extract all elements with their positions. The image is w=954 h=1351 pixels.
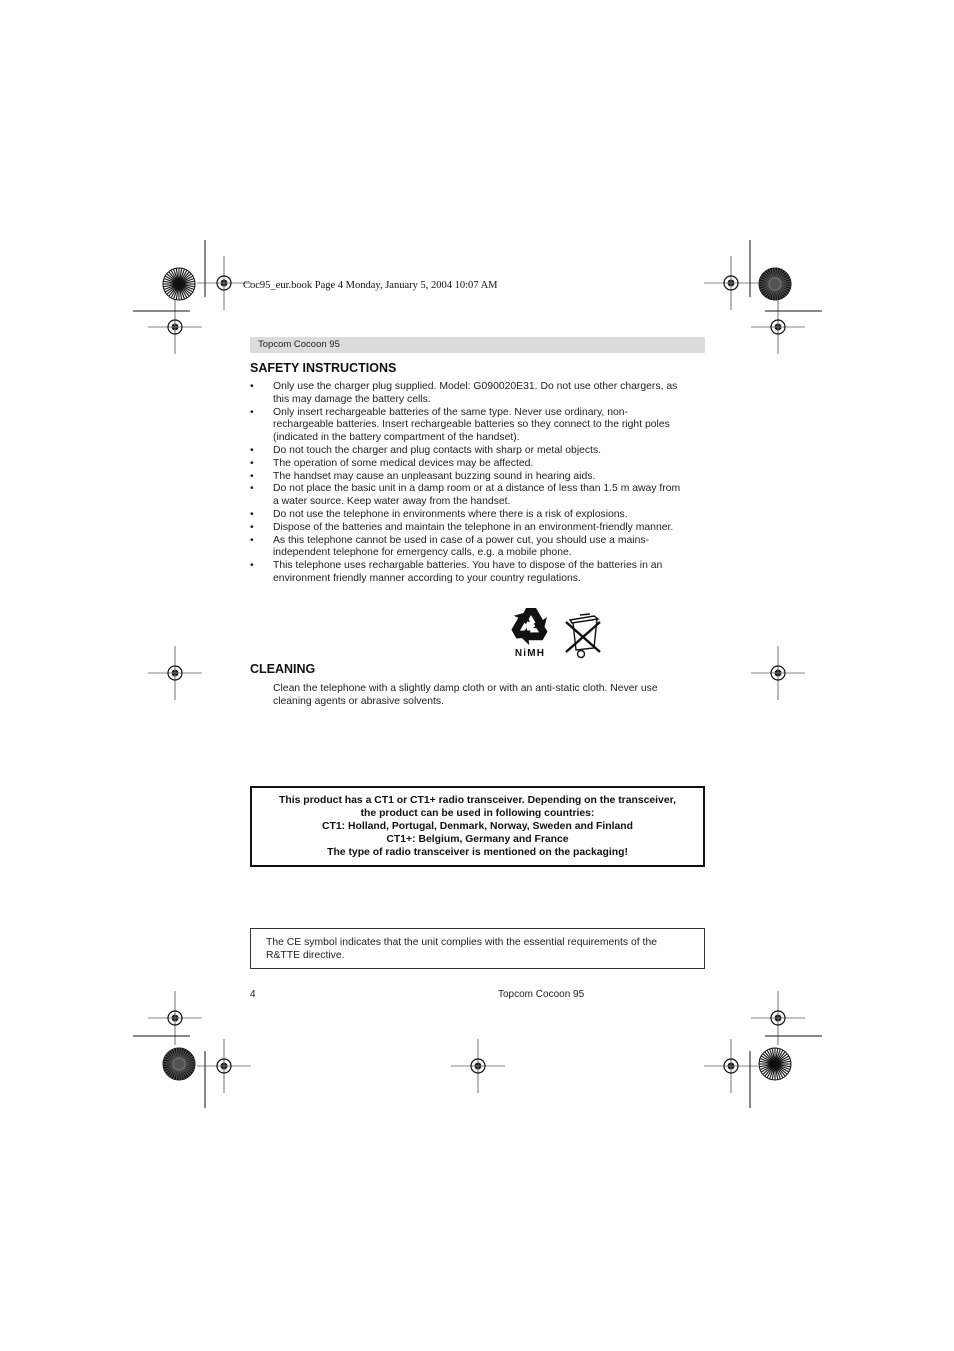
cleaning-text bbox=[273, 682, 703, 708]
print-slug: Coc95_eur.book Page 4 Monday, January 5, 2004 10:07 AM bbox=[243, 280, 498, 291]
safety-item-line: Do not place the basic unit in a damp room or at a distance of less than 1.5 m away from bbox=[273, 483, 681, 495]
page-number: 4 bbox=[250, 989, 256, 1000]
cleaning-line: Clean the telephone with a slightly damp cloth or with an anti-static cloth. Never use bbox=[273, 683, 658, 694]
bullet-icon: • bbox=[250, 483, 254, 495]
safety-item bbox=[250, 509, 708, 522]
registration-mark-icon bbox=[751, 991, 805, 1045]
registration-mark-icon bbox=[148, 300, 202, 354]
safety-item-line: Do not touch the charger and plug contacts with sharp or metal objects. bbox=[273, 444, 602, 456]
cleaning-line: cleaning agents or abrasive solvents. bbox=[273, 696, 444, 707]
safety-item-line: a water source. Keep water away from the handset. bbox=[273, 496, 511, 508]
bullet-icon: • bbox=[250, 521, 254, 533]
bullet-icon: • bbox=[250, 444, 254, 456]
recycle-icon bbox=[506, 608, 551, 650]
cleaning-heading: CLEANING bbox=[250, 662, 316, 676]
safety-item bbox=[250, 560, 708, 586]
safety-item bbox=[250, 458, 708, 471]
safety-item-line: Dispose of the batteries and maintain the telephone in an environment-friendly manner. bbox=[273, 521, 674, 533]
nimh-label: NiMH bbox=[514, 648, 546, 659]
bullet-icon: • bbox=[250, 534, 254, 546]
running-header-title: Topcom Cocoon 95 bbox=[258, 339, 340, 350]
safety-item bbox=[250, 535, 708, 561]
safety-item-line: As this telephone cannot be used in case of a power cut, you should use a mains- bbox=[273, 534, 650, 546]
ct1-line: CT1: Holland, Portugal, Denmark, Norway, Sweden and Finland bbox=[322, 821, 633, 832]
registration-mark-icon bbox=[751, 300, 805, 354]
ct1-notice-box bbox=[250, 786, 705, 867]
safety-item-line: The operation of some medical devices may be affected. bbox=[273, 457, 534, 469]
safety-list bbox=[250, 381, 708, 586]
bullet-icon: • bbox=[250, 508, 254, 520]
color-wheel-icon bbox=[759, 1048, 791, 1080]
safety-item bbox=[250, 471, 708, 484]
bullet-icon: • bbox=[250, 470, 254, 482]
safety-item-line: The handset may cause an unpleasant buzzing sound in hearing aids. bbox=[273, 470, 596, 482]
ce-notice-box bbox=[250, 928, 705, 969]
color-wheel-icon bbox=[163, 1048, 195, 1080]
safety-item-line: Only insert rechargeable batteries of the same type. Never use ordinary, non- bbox=[273, 406, 629, 418]
bullet-icon: • bbox=[250, 560, 254, 572]
ct1-line: CT1+: Belgium, Germany and France bbox=[386, 834, 569, 845]
bullet-icon: • bbox=[250, 381, 254, 392]
safety-item-line: independent telephone for emergency calls, e.g. a mobile phone. bbox=[273, 547, 572, 559]
bullet-icon: • bbox=[250, 406, 254, 418]
safety-item-line: rechargeable batteries. Insert rechargeable batteries so they connect to the right poles bbox=[273, 419, 670, 431]
bullet-icon: • bbox=[250, 457, 254, 469]
safety-item bbox=[250, 407, 708, 445]
disposal-symbols bbox=[506, 604, 606, 662]
ce-notice-text bbox=[266, 936, 696, 962]
safety-item-line: Only use the charger plug supplied. Model: G090020E31. Do not use other chargers, as bbox=[273, 381, 678, 392]
safety-item-line: this may damage the battery cells. bbox=[273, 393, 431, 405]
registration-mark-icon bbox=[451, 1039, 505, 1093]
registration-mark-icon bbox=[751, 646, 805, 700]
safety-heading: SAFETY INSTRUCTIONS bbox=[250, 361, 397, 375]
registration-mark-icon bbox=[148, 991, 202, 1045]
ct1-line: The type of radio transceiver is mentioned on the packaging! bbox=[327, 847, 628, 858]
ce-line: The CE symbol indicates that the unit complies with the essential requirements of the bbox=[266, 937, 657, 948]
safety-item-line: Do not use the telephone in environments where there is a risk of explosions. bbox=[273, 508, 628, 520]
safety-item bbox=[250, 522, 708, 535]
color-wheel-icon bbox=[163, 268, 195, 300]
safety-item bbox=[250, 381, 708, 407]
crossed-bin-icon bbox=[566, 614, 600, 658]
ce-line: R&TTE directive. bbox=[266, 950, 345, 961]
running-header bbox=[250, 337, 705, 353]
safety-item-line: environment friendly manner according to your country regulations. bbox=[273, 572, 581, 584]
safety-item-line: (indicated in the battery compartment of the handset). bbox=[273, 432, 520, 444]
safety-item bbox=[250, 445, 708, 458]
ct1-line: This product has a CT1 or CT1+ radio transceiver. Depending on the transceiver, bbox=[279, 795, 676, 806]
footer-title: Topcom Cocoon 95 bbox=[498, 989, 585, 1000]
safety-item-line: This telephone uses rechargable batteries. You have to dispose of the batteries in an bbox=[273, 560, 663, 572]
registration-mark-icon bbox=[148, 646, 202, 700]
color-wheel-icon bbox=[759, 268, 791, 300]
ct1-line: the product can be used in following countries: bbox=[360, 808, 595, 819]
safety-item bbox=[250, 483, 708, 509]
